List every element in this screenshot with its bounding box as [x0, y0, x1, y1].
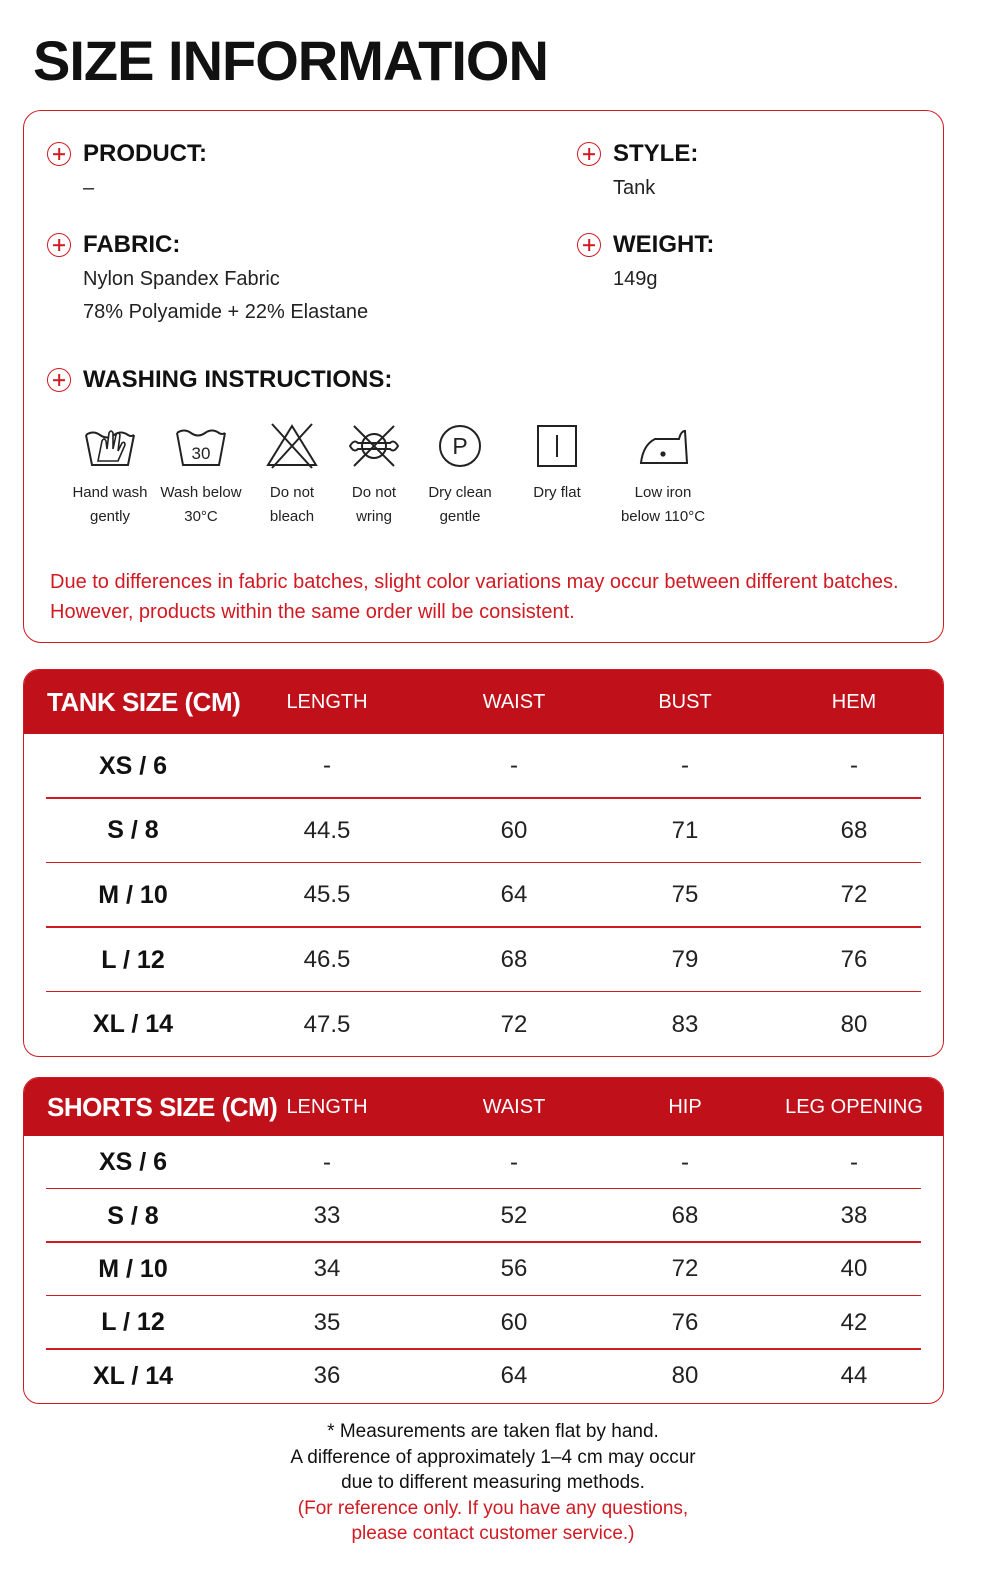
- wash-text-line: Low iron: [634, 484, 692, 501]
- value-cell: 72: [671, 1255, 699, 1283]
- measurement-footnote: [0, 1419, 986, 1547]
- value-cell: 45.5: [303, 881, 351, 909]
- fabric-label: FABRIC:: [83, 231, 181, 258]
- value-cell: 36: [313, 1362, 341, 1390]
- size-cell: S / 8: [107, 816, 159, 845]
- wash-text-line: Hand wash: [72, 484, 148, 501]
- product-label: PRODUCT:: [83, 140, 207, 167]
- wash-text-line: Dry clean: [428, 484, 492, 501]
- value-cell: -: [510, 752, 518, 780]
- style-value: Tank: [613, 177, 656, 199]
- dry-clean-icon: [432, 421, 488, 471]
- value-cell: 35: [313, 1308, 341, 1336]
- footnote-line: A difference of approximately 1–4 cm may occur: [290, 1446, 696, 1468]
- value-cell: 44.5: [303, 816, 351, 844]
- product-info: [47, 140, 207, 205]
- table-row: [24, 1296, 943, 1349]
- value-cell: 60: [500, 816, 528, 844]
- washing-label: WASHING INSTRUCTIONS:: [83, 366, 393, 393]
- column-header: LEG OPENING: [785, 1095, 923, 1118]
- value-cell: 71: [671, 816, 699, 844]
- wash-text-line: 30°C: [184, 508, 218, 525]
- no-wring-icon: [346, 421, 402, 471]
- info-card: [23, 110, 944, 643]
- wash-text-line: Do not: [351, 484, 397, 501]
- style-label: STYLE:: [613, 140, 699, 167]
- column-header: HIP: [668, 1095, 702, 1118]
- value-cell: 76: [840, 946, 868, 974]
- value-cell: 64: [500, 881, 528, 909]
- size-cell: XL / 14: [92, 1010, 174, 1039]
- value-cell: -: [850, 1148, 858, 1176]
- wash-item: [507, 421, 607, 505]
- value-cell: -: [510, 1148, 518, 1176]
- value-cell: 52: [500, 1202, 528, 1230]
- page-title: SIZE INFORMATION: [33, 29, 548, 92]
- plus-circle-icon: [47, 233, 71, 257]
- table-row: [24, 992, 943, 1057]
- table-header: [24, 1078, 943, 1136]
- size-cell: XL / 14: [92, 1361, 174, 1390]
- plus-circle-icon: [47, 368, 71, 392]
- table-title: TANK SIZE (CM): [47, 686, 241, 717]
- value-cell: 75: [671, 881, 699, 909]
- footnote-red-line: (For reference only. If you have any questions,: [297, 1497, 689, 1519]
- value-cell: 72: [500, 1010, 528, 1038]
- wash-item: [151, 421, 251, 529]
- value-cell: -: [681, 752, 689, 780]
- style-info: [577, 140, 698, 205]
- value-cell: 40: [840, 1255, 868, 1283]
- wash-temp-number: 30: [191, 444, 211, 463]
- value-cell: 79: [671, 946, 699, 974]
- value-cell: 34: [313, 1255, 341, 1283]
- table-header: [24, 670, 943, 734]
- size-cell: M / 10: [98, 1254, 168, 1283]
- wash-30-icon: [173, 421, 229, 471]
- value-cell: 47.5: [303, 1010, 351, 1038]
- wash-item: [324, 421, 424, 529]
- size-cell: L / 12: [101, 945, 165, 974]
- value-cell: 46.5: [303, 946, 351, 974]
- value-cell: 64: [500, 1362, 528, 1390]
- size-cell: M / 10: [98, 880, 168, 909]
- color-variation-note: Due to differences in fabric batches, slight color variations may occur between different batches. However, products within the same order will be consistent.: [50, 571, 899, 623]
- wash-text-line: wring: [356, 508, 392, 525]
- value-cell: -: [323, 1148, 331, 1176]
- wash-text-line: gentle: [439, 508, 481, 525]
- value-cell: 80: [671, 1362, 699, 1390]
- washing-icons: [46, 421, 726, 541]
- value-cell: 44: [840, 1362, 868, 1390]
- footnote-line: due to different measuring methods.: [341, 1472, 645, 1493]
- wash-text-line: gently: [89, 508, 131, 525]
- wash-text-line: Wash below: [160, 484, 242, 501]
- table-row: [24, 1136, 943, 1189]
- plus-circle-icon: [577, 142, 601, 166]
- size-cell: L / 12: [101, 1308, 165, 1337]
- plus-circle-icon: [47, 142, 71, 166]
- hand-wash-icon: [82, 421, 138, 471]
- value-cell: -: [850, 752, 858, 780]
- wash-item: [410, 421, 510, 529]
- table-row: [24, 799, 943, 864]
- table-row: [24, 1189, 943, 1242]
- value-cell: 38: [840, 1202, 868, 1230]
- column-header: LENGTH: [286, 1095, 368, 1118]
- wash-text-line: below 110°C: [620, 508, 706, 525]
- value-cell: 68: [840, 816, 868, 844]
- dry-clean-letter: P: [452, 433, 468, 459]
- wash-item: [613, 421, 713, 529]
- washing-info: [47, 366, 392, 394]
- value-cell: 68: [671, 1202, 699, 1230]
- table-row: [24, 734, 943, 799]
- value-cell: 56: [500, 1255, 528, 1283]
- value-cell: -: [323, 752, 331, 780]
- value-cell: 72: [840, 881, 868, 909]
- value-cell: 42: [840, 1308, 868, 1336]
- value-cell: -: [681, 1148, 689, 1176]
- footnote-line: * Measurements are taken flat by hand.: [327, 1421, 659, 1442]
- shorts-size-table: [23, 1077, 944, 1404]
- footnote-red-line: please contact customer service.): [351, 1523, 635, 1544]
- value-cell: 83: [671, 1010, 699, 1038]
- weight-label: WEIGHT:: [613, 231, 715, 258]
- fabric-line: 78% Polyamide + 22% Elastane: [83, 301, 369, 323]
- size-cell: XS / 6: [98, 1148, 168, 1177]
- dry-flat-icon: [529, 421, 585, 471]
- table-title: SHORTS SIZE (CM): [47, 1091, 278, 1122]
- column-header: WAIST: [482, 690, 546, 713]
- wash-text-line: Dry flat: [533, 484, 581, 501]
- no-bleach-icon: [264, 421, 320, 471]
- wash-text-line: bleach: [269, 508, 315, 525]
- wash-text-line: Do not: [269, 484, 315, 501]
- value-cell: 60: [500, 1308, 528, 1336]
- product-value: –: [83, 177, 95, 199]
- value-cell: 76: [671, 1308, 699, 1336]
- plus-circle-icon: [577, 233, 601, 257]
- value-cell: 80: [840, 1010, 868, 1038]
- weight-info: [577, 231, 714, 296]
- table-row: [24, 863, 943, 928]
- table-row: [24, 1350, 943, 1403]
- fabric-info: [47, 231, 368, 329]
- value-cell: 33: [313, 1202, 341, 1230]
- value-cell: 68: [500, 946, 528, 974]
- low-iron-icon: [635, 421, 691, 471]
- wash-item: [60, 421, 160, 529]
- fabric-line: Nylon Spandex Fabric: [83, 268, 280, 290]
- weight-value: 149g: [613, 268, 658, 290]
- column-header: WAIST: [482, 1095, 546, 1118]
- size-cell: S / 8: [107, 1201, 159, 1230]
- table-row: [24, 928, 943, 993]
- column-header: BUST: [658, 690, 712, 713]
- table-row: [24, 1243, 943, 1296]
- column-header: HEM: [831, 690, 877, 713]
- column-header: LENGTH: [286, 690, 368, 713]
- size-cell: XS / 6: [98, 751, 168, 780]
- tank-size-table: [23, 669, 944, 1057]
